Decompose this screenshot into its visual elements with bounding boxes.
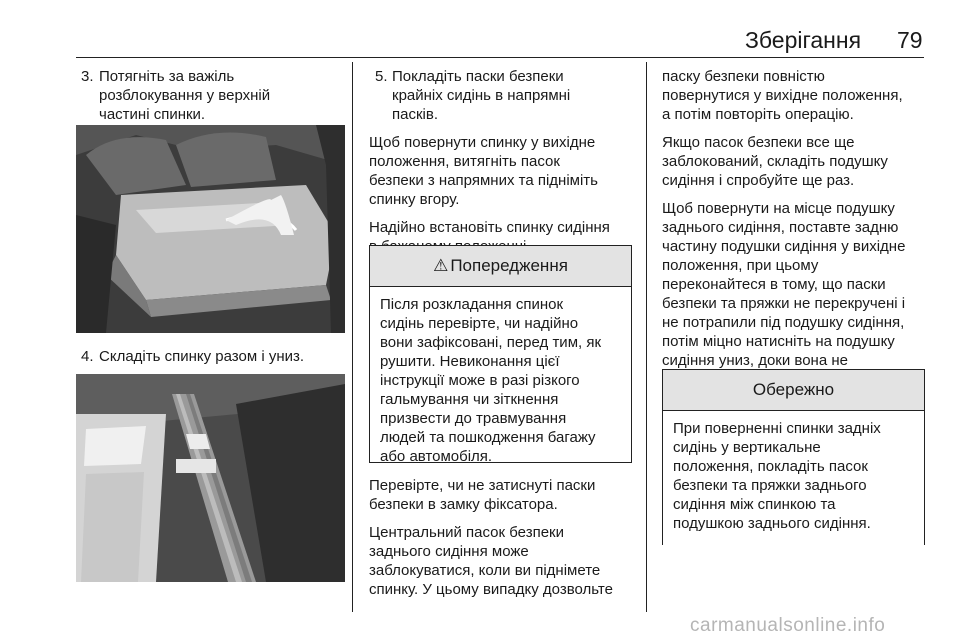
- step-3-line-3: частині спинки.: [99, 106, 206, 123]
- warning-body: [370, 287, 631, 466]
- text-line: положення, при цьому: [662, 257, 819, 274]
- warning-header: [370, 246, 631, 287]
- text-line: частину подушки сидіння у вихідне: [662, 238, 906, 255]
- text-line: Перевірте, чи не затиснуті паски: [369, 477, 596, 494]
- caution-body: [663, 411, 924, 533]
- header-divider: [76, 57, 924, 58]
- text-line: безпеки в замку фіксатора.: [369, 496, 558, 513]
- caution-header: [663, 370, 924, 411]
- caution-box: [662, 369, 925, 545]
- text-line: вони зафіксовані, перед тим, як: [380, 334, 602, 351]
- text-line: потім міцно натисніть на подушку: [662, 333, 895, 350]
- text-line: призвести до травмування: [380, 410, 567, 427]
- warning-box: [369, 245, 632, 463]
- warning-title: Попередження: [450, 256, 568, 275]
- text-line: інструкції може в разі різкого: [380, 372, 580, 389]
- paragraph-return-cushion: [662, 199, 924, 389]
- text-line: сидінь у вертикальне: [673, 439, 821, 456]
- text-line: сидіння униз, доки вона не: [662, 352, 848, 369]
- step-3-line-1: Потягніть за важіль: [99, 68, 235, 85]
- text-line: заблокований, складіть подушку: [662, 153, 888, 170]
- step-4-number: 4.: [81, 348, 94, 365]
- text-line: безпеки з напрямних та підніміть: [369, 172, 598, 189]
- step-4: [76, 347, 346, 366]
- step-5-line-2: крайніх сидінь в напрямні: [392, 87, 571, 104]
- text-line: безпеки та пряжки не перекручені і: [662, 295, 906, 312]
- paragraph-check-belts: [369, 476, 631, 514]
- text-line: заднього сидіння, поставте задню: [662, 219, 899, 236]
- step-5-number: 5.: [375, 68, 388, 85]
- seat-folding-drawing: [76, 125, 345, 333]
- paragraph-return-backrest: [369, 133, 631, 209]
- caution-title: Обережно: [752, 380, 835, 399]
- column-divider-2: [646, 62, 647, 612]
- column-1: [76, 67, 346, 124]
- text-line: рушити. Невиконання цієї: [380, 353, 560, 370]
- column-3: [662, 67, 924, 398]
- column-2: [369, 67, 631, 265]
- text-line: сидіння між спинкою та: [673, 496, 836, 513]
- text-line: Щоб повернути на місце подушку: [662, 200, 895, 217]
- text-line: Щоб повернути спинку у вихідне: [369, 134, 596, 151]
- column-divider-1: [352, 62, 353, 612]
- seat-belt-drawing: [76, 374, 345, 582]
- text-line: положення, покладіть пасок: [673, 458, 868, 475]
- text-line: сидінь перевірте, чи надійно: [380, 315, 579, 332]
- page-title: Зберігання: [745, 27, 862, 53]
- text-line: При поверненні спинки задніх: [673, 420, 881, 437]
- paragraph-belt-return: [662, 67, 924, 124]
- text-line: не потрапили під подушку сидіння,: [662, 314, 905, 331]
- step-3: [76, 67, 346, 124]
- text-line: подушкою заднього сидіння.: [673, 515, 871, 532]
- text-line: Після розкладання спинок: [380, 296, 564, 313]
- text-line: спинку. У цьому випадку дозвольте: [369, 581, 613, 598]
- text-line: переконайтеся в тому, що паски: [662, 276, 886, 293]
- step-5-line-1: Покладіть паски безпеки: [392, 68, 564, 85]
- step-5-line-3: пасків.: [392, 106, 438, 123]
- step-4-text: Складіть спинку разом і униз.: [99, 348, 305, 365]
- text-line: Центральний пасок безпеки: [369, 524, 564, 541]
- illustration-seat-belt: [76, 374, 345, 582]
- step-3-number: 3.: [81, 68, 94, 85]
- text-line: Якщо пасок безпеки все ще: [662, 134, 855, 151]
- text-line: сидіння і спробуйте ще раз.: [662, 172, 855, 189]
- text-line: Надійно встановіть спинку сидіння: [369, 219, 610, 236]
- page-number: 79: [897, 27, 923, 53]
- text-line: гальмування чи зіткнення: [380, 391, 559, 408]
- paragraph-belt-locked: [662, 133, 924, 190]
- text-line: заблокуватися, коли ви піднімете: [369, 562, 601, 579]
- paragraph-center-belt: [369, 523, 631, 599]
- text-line: паску безпеки повністю: [662, 68, 825, 85]
- watermark: carmanualsonline.info: [690, 615, 886, 636]
- text-line: або автомобіля.: [380, 448, 493, 465]
- text-line: безпеки та пряжки заднього: [673, 477, 867, 494]
- column-2-lower: [369, 476, 631, 608]
- text-line: положення, витягніть пасок: [369, 153, 560, 170]
- text-line: повернутися у вихідне положення,: [662, 87, 903, 104]
- warning-triangle-icon: ⚠: [433, 256, 449, 275]
- step-5: [369, 67, 631, 124]
- text-line: а потім повторіть операцію.: [662, 106, 854, 123]
- step-3-line-2: розблокування у верхній: [99, 87, 271, 104]
- text-line: спинку вгору.: [369, 191, 460, 208]
- text-line: людей та пошкодження багажу: [380, 429, 596, 446]
- illustration-seat-folding: [76, 125, 345, 333]
- text-line: заднього сидіння може: [369, 543, 529, 560]
